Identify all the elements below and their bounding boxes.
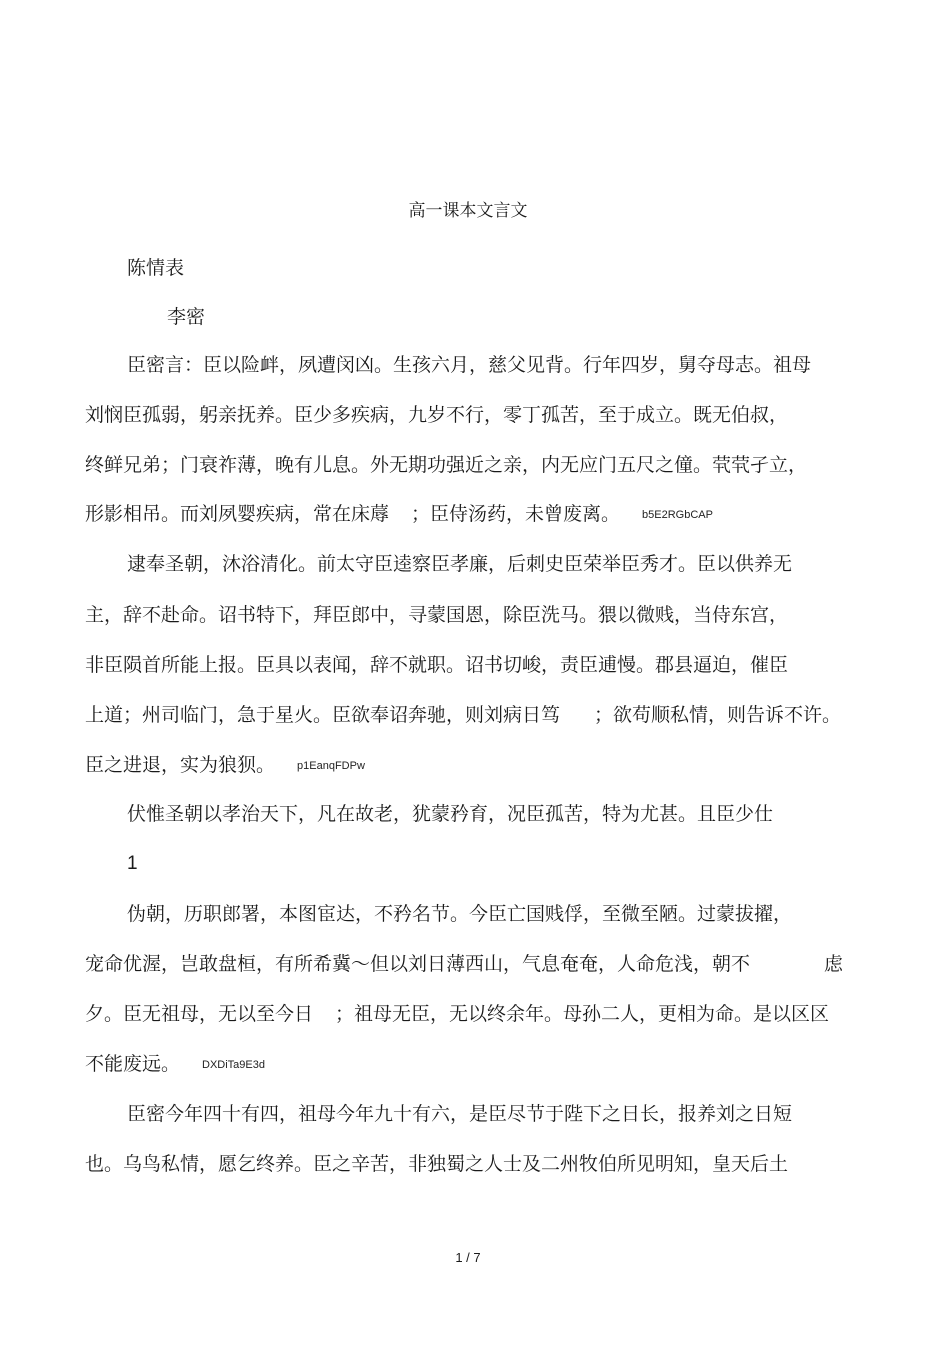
text-segment: ；欲苟顺私情，则告诉不许。 xyxy=(594,704,842,726)
text-segment: ；祖母无臣，无以终余年。母孙二人，更相为命。是以区区 xyxy=(335,1003,830,1025)
text-line-4 xyxy=(85,502,713,526)
watermark-code: b5E2RGbCAP xyxy=(642,508,713,521)
text-segment: 臣之进退，实为狼狈。 xyxy=(85,754,276,776)
text-segment: 不能废远。 xyxy=(85,1053,181,1075)
text-line-9 xyxy=(85,753,365,777)
text-line-7: 非臣陨首所能上报。臣具以表闻，辞不就职。诏书切峻，责臣逋慢。郡县逼迫，催臣 xyxy=(85,654,789,676)
text-segment: 上道；州司临门，急于星火。臣欲奉诏奔驰，则刘病日笃 xyxy=(85,704,561,726)
text-line-5: 逮奉圣朝，沐浴清化。前太守臣逵察臣孝廉，后刺史臣荣举臣秀才。臣以供养无 xyxy=(127,553,793,575)
text-segment: 夕。臣无祖母，无以至今日 xyxy=(85,1003,314,1025)
text-line-10: 伏惟圣朝以孝治天下，凡在故老，犹蒙矜育，况臣孤苦，特为尤甚。且臣少仕 xyxy=(127,803,774,825)
text-segment: 宠命优渥，岂敢盘桓，有所希冀～但以刘日薄西山，气息奄奄，人命危浅，朝不 xyxy=(85,953,751,975)
text-segment: 形影相吊。而刘夙婴疾病，常在床蓐 xyxy=(85,503,390,525)
text-line-15: 臣密今年四十有四，祖母今年九十有六，是臣尽节于陛下之日长，报养刘之日短 xyxy=(127,1103,793,1125)
text-line-14 xyxy=(85,1052,265,1076)
text-segment: ；臣侍汤药，未曾废离。 xyxy=(411,503,621,525)
author-name: 李密 xyxy=(167,306,206,328)
text-line-11: 伪朝，历职郎署，本图宦达，不矜名节。今臣亡国贱俘，至微至陋。过蒙拔擢， xyxy=(127,903,793,925)
text-line-8 xyxy=(85,703,841,727)
text-segment: 虑 xyxy=(823,953,843,975)
text-line-13 xyxy=(85,1002,829,1026)
text-line-6: 主，辞不赴命。诏书特下，拜臣郎中，寻蒙国恩，除臣洗马。猥以微贱，当侍东宫， xyxy=(85,604,789,626)
watermark-code: p1EanqFDPw xyxy=(297,759,365,772)
text-line-1: 臣密言：臣以险衅，夙遭闵凶。生孩六月，慈父见背。行年四岁，舅夺母志。祖母 xyxy=(127,354,812,376)
page-title: 高一课本文言文 xyxy=(408,201,528,221)
essay-title: 陈情表 xyxy=(127,257,185,279)
text-line-3: 终鲜兄弟；门衰祚薄，晚有儿息。外无期功强近之亲，内无应门五尺之僮。茕茕孑立， xyxy=(85,454,808,476)
page-number: 1 / 7 xyxy=(455,1250,481,1265)
text-line-2: 刘悯臣孤弱，躬亲抚养。臣少多疾病，九岁不行，零丁孤苦，至于成立。既无伯叔， xyxy=(85,404,789,426)
watermark-code: DXDiTa9E3d xyxy=(202,1058,265,1071)
footnote-marker: 1 xyxy=(127,853,138,874)
text-line-16: 也。乌鸟私情，愿乞终养。臣之辛苦，非独蜀之人士及二州牧伯所见明知，皇天后土 xyxy=(85,1153,789,1175)
text-line-12 xyxy=(85,952,843,976)
